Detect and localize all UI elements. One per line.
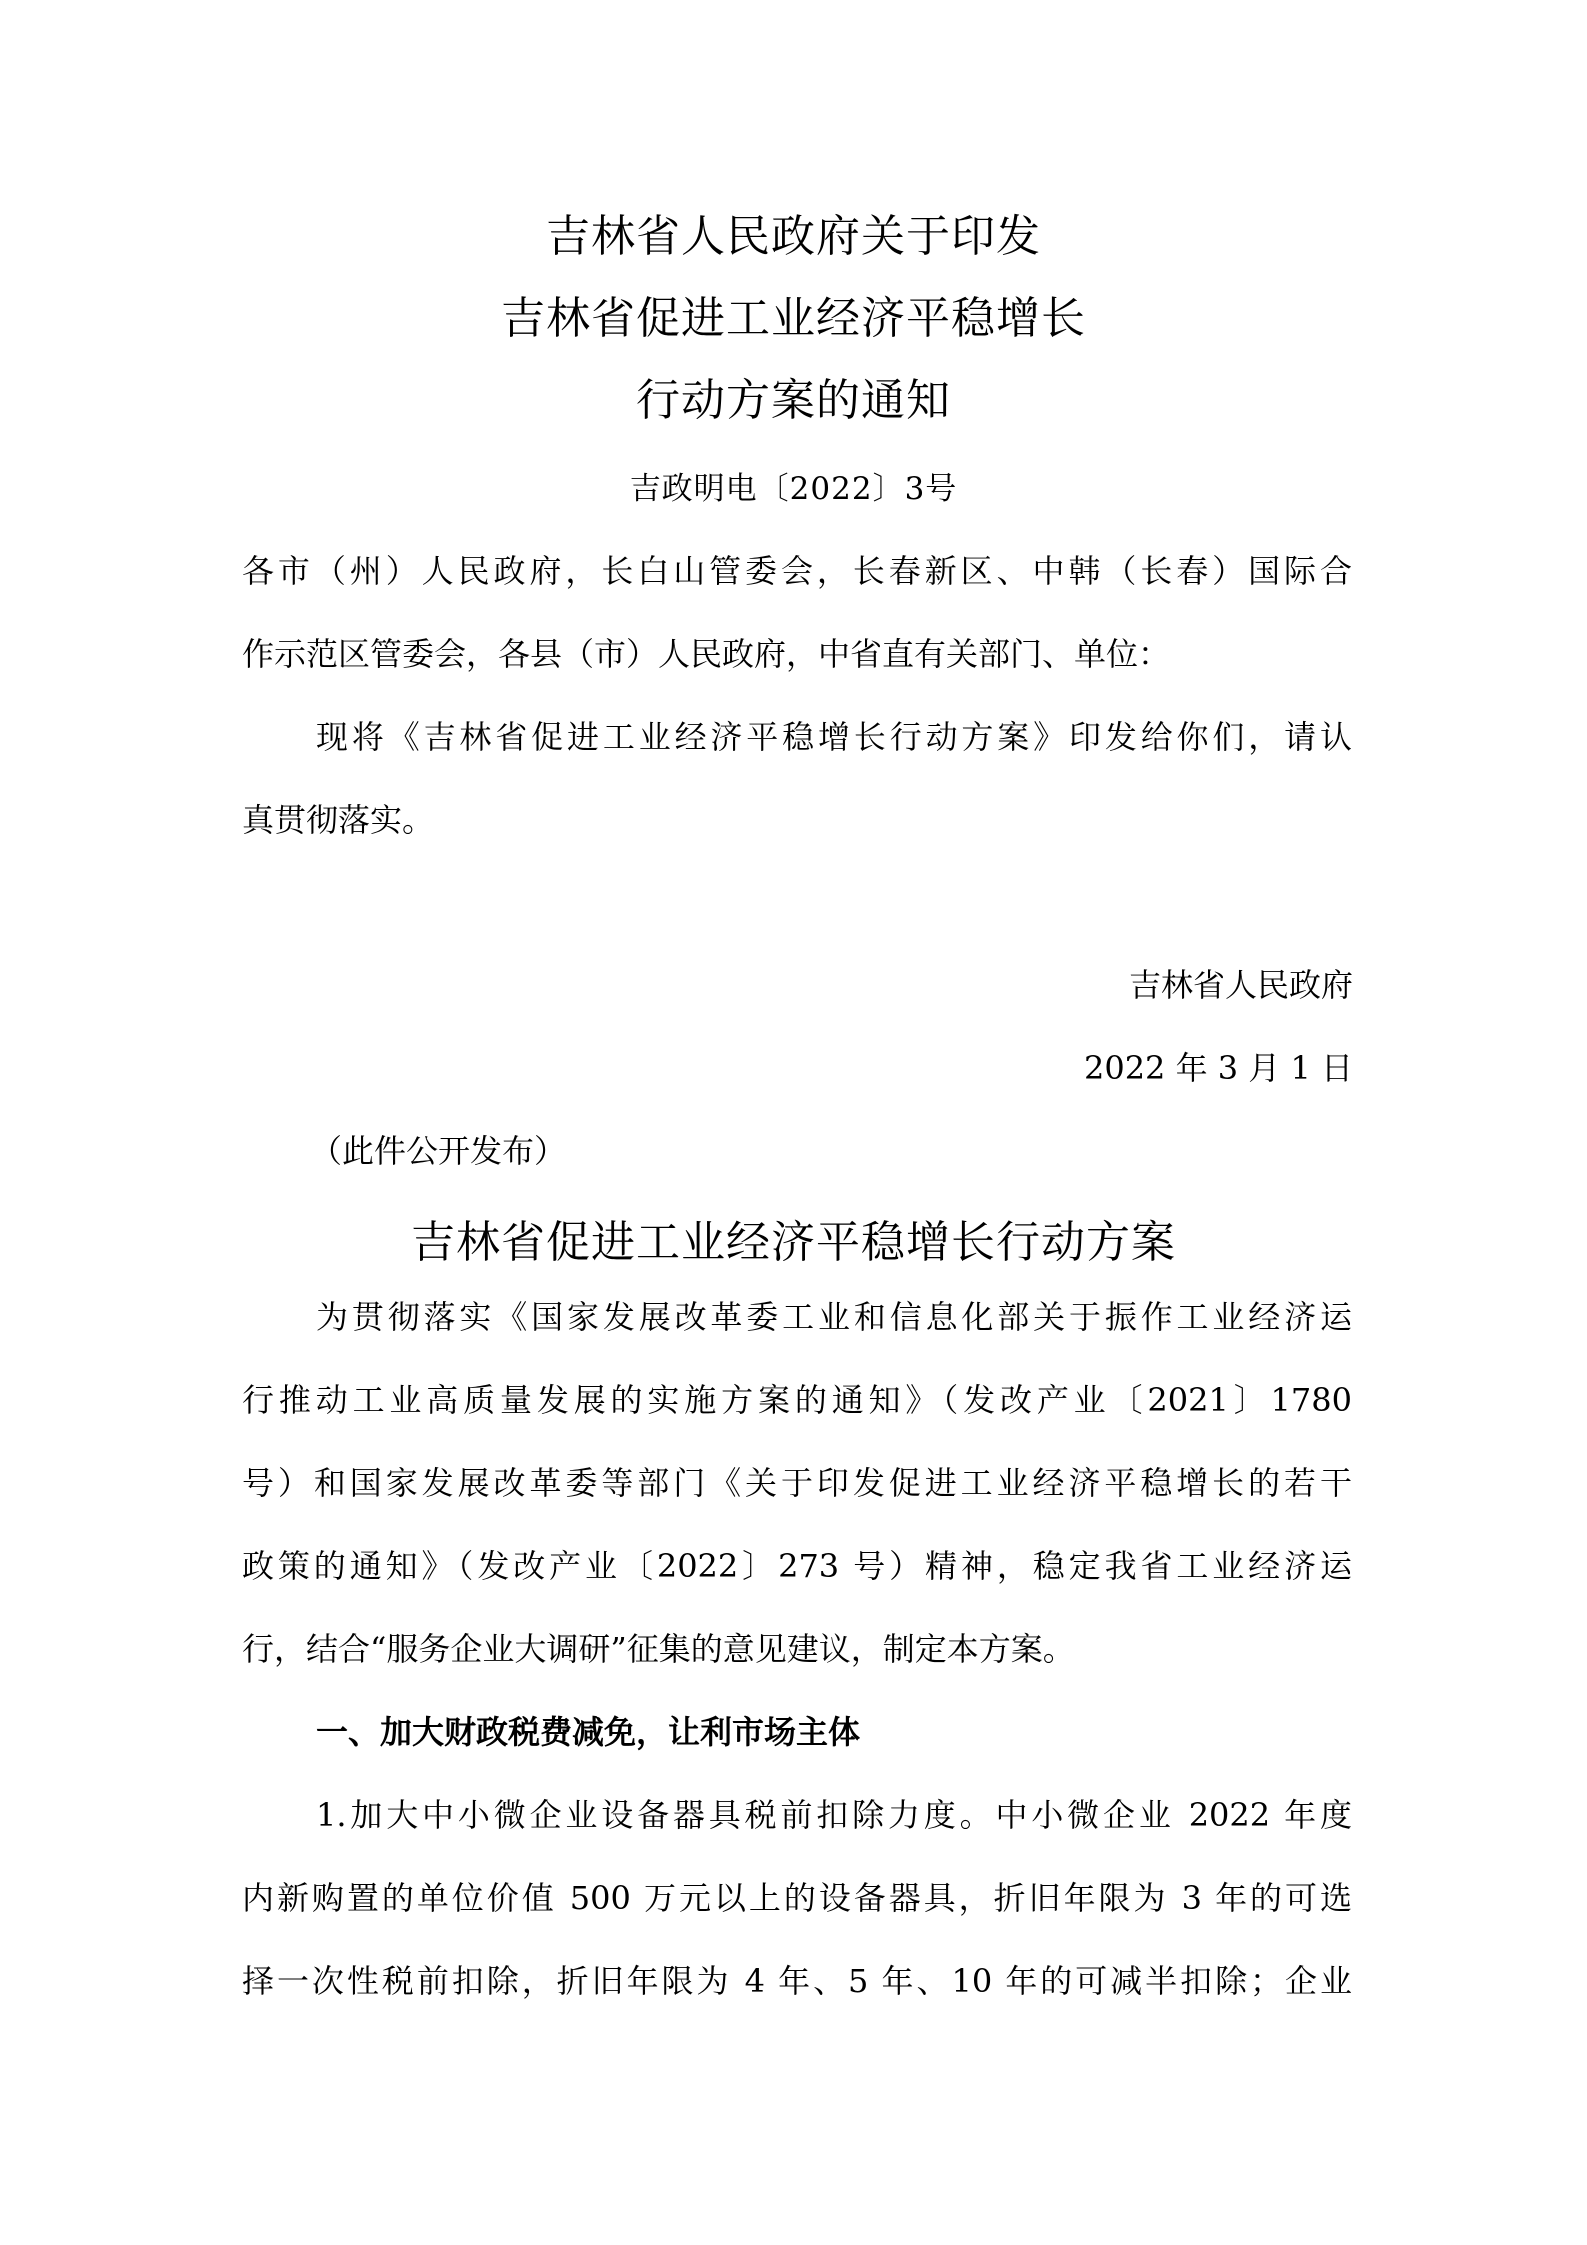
plan-intro-line-5: 行，结合“服务企业大调研”征集的意见建议，制定本方案。: [242, 1630, 1075, 1668]
issue-date: 2022 年 3 月 1 日: [1083, 1049, 1353, 1087]
notice-body-line-1: 现将《吉林省促进工业经济平稳增长行动方案》印发给你们，请认: [316, 718, 1352, 756]
notice-title-line-2: 吉林省促进工业经济平稳增长: [501, 293, 1086, 344]
notice-body-line-2: 真贯彻落实。: [242, 801, 435, 839]
plan-title: 吉林省促进工业经济平稳增长行动方案: [411, 1217, 1176, 1268]
issuer-signature: 吉林省人民政府: [1128, 966, 1353, 1004]
plan-intro-line-1: 为贯彻落实《国家发展改革委工业和信息化部关于振作工业经济运: [316, 1298, 1352, 1336]
item-1-line-3: 择一次性税前扣除，折旧年限为 4 年、5 年、10 年的可减半扣除；企业: [242, 1962, 1352, 2000]
notice-title-line-3: 行动方案的通知: [636, 375, 951, 426]
document-number: 吉政明电〔2022〕3号: [629, 471, 958, 507]
section-1-heading: 一、加大财政税费减免，让利市场主体: [316, 1713, 861, 1751]
notice-title-line-1: 吉林省人民政府关于印发: [546, 211, 1041, 262]
item-1-line-2: 内新购置的单位价值 500 万元以上的设备器具，折旧年限为 3 年的可选: [242, 1879, 1352, 1917]
plan-intro-line-4: 政策的通知》（发改产业〔2022〕273 号）精神，稳定我省工业经济运: [242, 1547, 1352, 1585]
plan-intro-line-3: 号）和国家发展改革委等部门《关于印发促进工业经济平稳增长的若干: [242, 1464, 1352, 1502]
plan-intro-line-2: 行推动工业高质量发展的实施方案的通知》（发改产业〔2021〕1780: [242, 1381, 1352, 1419]
recipients-line-1: 各市（州）人民政府，长白山管委会，长春新区、中韩（长春）国际合: [242, 552, 1352, 590]
release-note: （此件公开发布）: [310, 1132, 567, 1170]
item-1-line-1: 1.加大中小微企业设备器具税前扣除力度。中小微企业 2022 年度: [316, 1796, 1352, 1834]
recipients-line-2: 作示范区管委会，各县（市）人民政府，中省直有关部门、单位：: [242, 635, 1171, 673]
